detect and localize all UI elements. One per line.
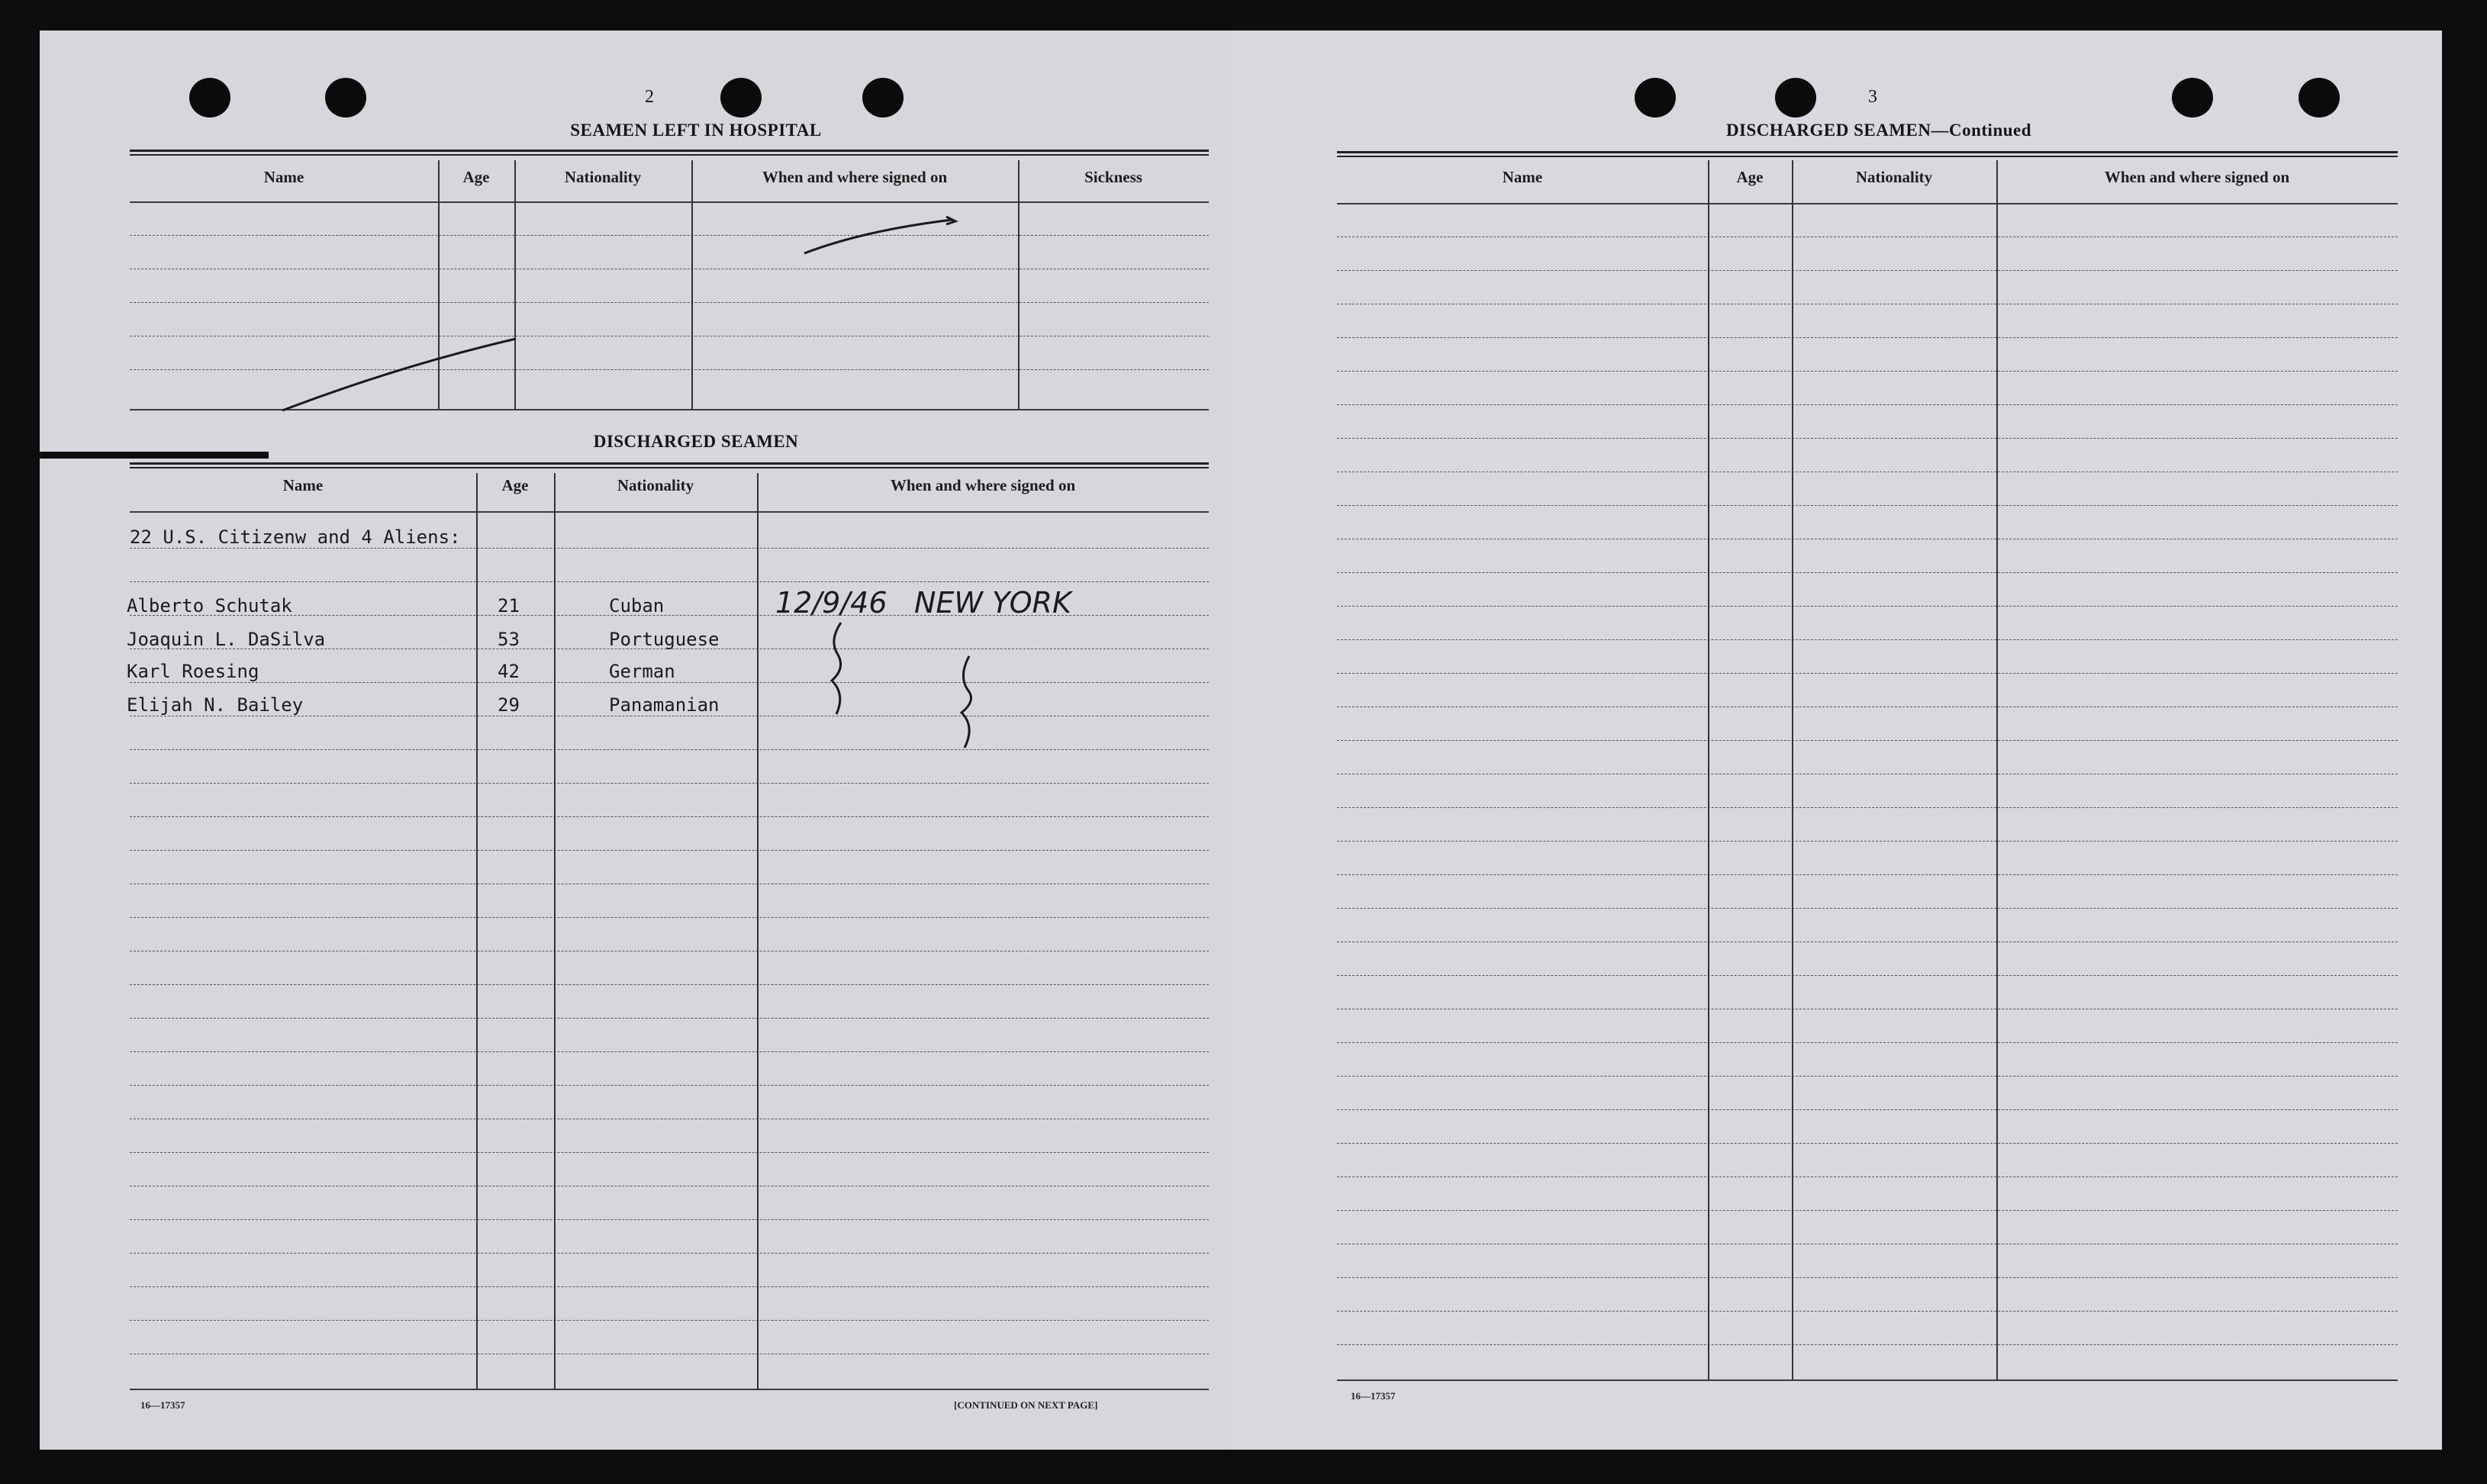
row-line [130, 816, 1209, 817]
right-page [1230, 31, 2442, 1450]
col-header-name: Name [282, 476, 324, 494]
row-line [1337, 1143, 2398, 1144]
discharged-section-title: DISCHARGED SEAMEN [593, 432, 799, 451]
punch-hole [2299, 78, 2340, 117]
punch-hole [1775, 78, 1816, 117]
form-number: 16—17357 [1351, 1390, 1396, 1402]
row-line [1337, 975, 2398, 976]
header-rule [1337, 203, 2398, 204]
seaman-nationality: Portuguese [609, 629, 720, 650]
row-line [130, 1051, 1209, 1052]
row-line [1337, 505, 2398, 506]
seaman-age: 21 [498, 595, 520, 616]
hospital-section-title: SEAMEN LEFT IN HOSPITAL [570, 121, 822, 140]
col-header-signed-on: When and where signed on [2104, 168, 2290, 186]
row-line [130, 1018, 1209, 1019]
ditto-braces [40, 31, 1230, 794]
row-line [130, 850, 1209, 851]
col-header-age: Age [462, 168, 490, 186]
row-line [1337, 438, 2398, 439]
discharged-continued-title: DISCHARGED SEAMEN—Continued [1725, 121, 2032, 140]
handwritten-signed-on-place: NEW YORK [914, 586, 1071, 620]
row-line [1337, 639, 2398, 640]
col-header-nationality: Nationality [564, 168, 642, 186]
punch-hole [2172, 78, 2213, 117]
row-line [1337, 1311, 2398, 1312]
seaman-age: 29 [498, 694, 520, 716]
row-line [1337, 874, 2398, 875]
row-line [1337, 371, 2398, 372]
handwritten-signed-on-date: 12/9/46 [775, 586, 888, 620]
row-line [1337, 337, 2398, 338]
row-line [130, 1152, 1209, 1153]
form-number: 16—17357 [140, 1399, 185, 1411]
row-line [130, 1219, 1209, 1220]
row-line [1337, 572, 2398, 573]
seaman-name: Joaquin L. DaSilva [127, 629, 326, 650]
col-divider [1708, 160, 1709, 1379]
row-line [1337, 673, 2398, 674]
row-line [1337, 1042, 2398, 1043]
continued-note: [CONTINUED ON NEXT PAGE] [954, 1399, 1098, 1411]
row-line [130, 1286, 1209, 1287]
row-line [130, 984, 1209, 985]
col-header-nationality: Nationality [1855, 168, 1933, 186]
seaman-age: 53 [498, 629, 520, 650]
row-line [1337, 841, 2398, 842]
row-line [130, 1085, 1209, 1086]
page-number: 2 [645, 87, 654, 107]
col-header-age: Age [501, 476, 529, 494]
row-line [1337, 1277, 2398, 1278]
row-line [1337, 807, 2398, 808]
col-header-nationality: Nationality [617, 476, 694, 494]
row-line [130, 1253, 1209, 1254]
col-header-name: Name [263, 168, 304, 186]
page-number: 3 [1868, 87, 1877, 107]
row-line [1337, 1109, 2398, 1110]
col-header-age: Age [1736, 168, 1764, 186]
row-line [130, 917, 1209, 918]
seaman-nationality: German [609, 661, 675, 682]
seaman-nationality: Cuban [609, 595, 665, 616]
crew-summary: 22 U.S. Citizenw and 4 Aliens: [130, 526, 461, 548]
row-line [1337, 740, 2398, 741]
col-header-signed-on: When and where signed on [890, 476, 1076, 494]
seaman-name: Karl Roesing [127, 661, 259, 682]
table-bottom-rule [130, 1389, 1209, 1390]
row-line [1337, 1210, 2398, 1211]
col-header-name: Name [1502, 168, 1543, 186]
row-line [1337, 1076, 2398, 1077]
table-bottom-rule [1337, 1379, 2398, 1381]
row-line [130, 1320, 1209, 1321]
row-line [1337, 908, 2398, 909]
row-line [1337, 270, 2398, 271]
table-top-rule [1337, 151, 2398, 157]
punch-hole [1635, 78, 1676, 117]
row-line [1337, 1344, 2398, 1345]
seaman-name: Elijah N. Bailey [127, 694, 304, 716]
col-divider [1792, 160, 1793, 1379]
seaman-nationality: Panamanian [609, 694, 720, 716]
seaman-name: Alberto Schutak [127, 595, 292, 616]
seaman-age: 42 [498, 661, 520, 682]
col-divider [1996, 160, 1998, 1379]
left-page [40, 31, 1230, 1450]
col-header-sickness: Sickness [1084, 168, 1142, 186]
row-line [1337, 404, 2398, 405]
row-line [1337, 606, 2398, 607]
col-header-signed-on: When and where signed on [762, 168, 948, 186]
